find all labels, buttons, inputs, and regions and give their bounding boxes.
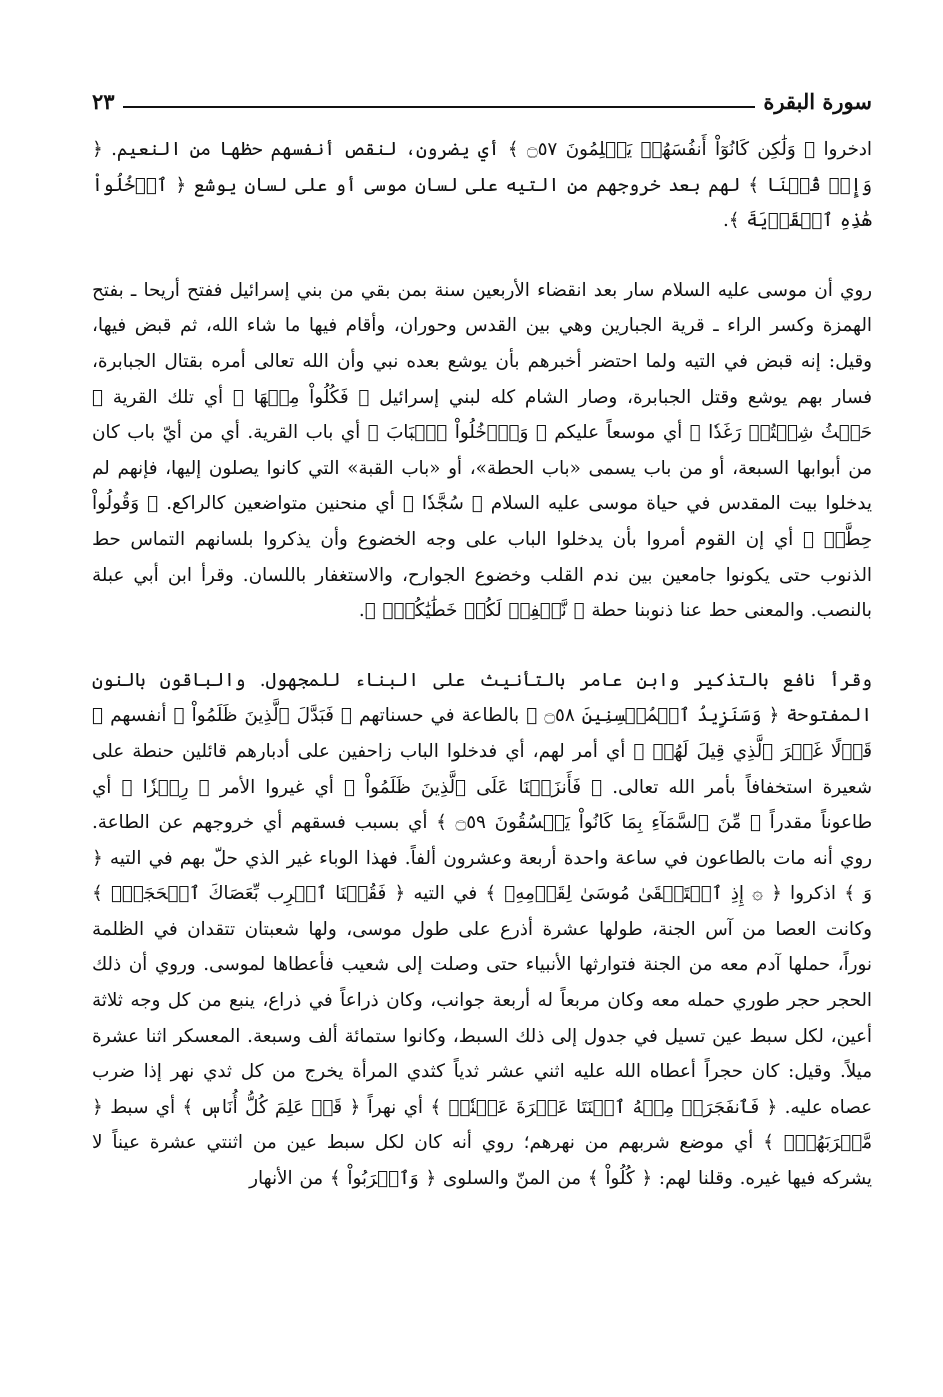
header-rule <box>123 106 756 108</box>
paragraph-2: روي أن موسى عليه السلام سار بعد انقضاء الأربعين سنة بمن بقي من بني إسرائيل ففتح أريحا ـ بفتح الهمزة وكسر الراء ـ قرية الجبارين وهي بين القدس وحوران، وأقام فيها ما شاء الله، ثم قبض فيها، وقيل: إنه قبض في التيه ولما احتضر أخبرهم بأن يوشع بعده نبي وأن الله تعالى أمره بقتال الجبابرة، فسار بهم يوشع وقتل الجبابرة، وصار الشام كله لبني إسرائيل ﴿ فَكُلُواْ مِنۡهَا ﴾ أي تلك القرية ﴿ حَيۡثُ شِئۡتُمۡ رَغَدٗا ﴾ أي موسعاً عليكم ﴿ وَٱدۡخُلُواْ ٱلۡبَابَ ﴾ أي باب القرية. أي من أيّ باب كان من أبوابها السبعة، أو من باب يسمى «باب الحطة»، أو «باب القبة» التي كانوا يصلون إليها، فإنهم لم يدخلوا بيت المقدس في حياة موسى عليه السلام ﴿ سُجَّدٗا ﴾ أي منحنين متواضعين كالراكع. ﴿ وَقُولُواْ حِطَّةٞ ﴾ أي إن القوم أمروا بأن يدخلوا الباب على وجه الخضوع وأن يذكروا بلسانهم التماس حط الذنوب حتى يكونوا جامعين بين ندم القلب وخضوع الجوارح، والاستغفار باللسان. وقرأ ابن أبي عبلة بالنصب. والمعنى حط عنا ذنوبنا حطة ﴿ نَّغۡفِرۡ لَكُمۡ خَطَٰيَٰكُمۡۚ ﴾. <box>92 279 872 622</box>
book-page <box>92 84 872 1197</box>
page-body <box>92 132 872 1197</box>
paragraph-3: وقرأ نافع بالتذكير وابن عامر بالتأنيث على البناء للمجهول. والباقون بالنون المفتوحة ﴿ وَسَنَزِيدُ ٱلۡمُحۡسِنِينَ ۝٥٨ ﴾ بالطاعة في حسناتهم ﴿ فَبَدَّلَ ٱلَّذِينَ ظَلَمُواْ ﴾ أنفسهم ﴿ قَوۡلًا غَيۡرَ ٱلَّذِي قِيلَ لَهُمۡ ﴾ أي أمر لهم، أي فدخلوا الباب زاحفين على أدبارهم قائلين حنطة على شعيرة استخفافاً بأمر الله تعالى. ﴿ فَأَنزَلۡنَا عَلَى ٱلَّذِينَ ظَلَمُواْ ﴾ أي غيروا الأمر ﴿ رِجۡزٗا ﴾ أي طاعوناً مقدراً ﴿ مِّنَ ٱلسَّمَآءِ بِمَا كَانُواْ يَفۡسُقُونَ ۝٥٩ ﴾ أي بسبب فسقهم أي خروجهم عن الطاعة. روي أنه مات بالطاعون في ساعة واحدة أربعة وعشرون ألفاً. فهذا الوباء غير الذي حلّ بهم في التيه ﴿ وَ ﴾ اذكروا ﴿ ۞ إِذِ ٱسۡتَسۡقَىٰ مُوسَىٰ لِقَوۡمِهِۦ ﴾ في التيه ﴿ فَقُلۡنَا ٱضۡرِب بِّعَصَاكَ ٱلۡحَجَرَۖ ﴾ وكانت العصا من آس الجنة، طولها عشرة أذرع على طول موسى، ولها شعبتان تتقدان في الظلمة نوراً، حملها آدم معه من الجنة فتوارثها الأنبياء حتى وصلت إلى شعيب فأعطاها لموسى. وروي أن ذلك الحجر حجر طوري حمله معه وكان مربعاً له أربعة جوانب، وكان ذراعاً في ذراع، ينبع من كل وجه ثلاثة أعين، لكل سبط عين تسيل في جدول إلى ذلك السبط، وكانوا ستمائة ألف وسبعة. المعسكر اثنا عشرة ميلاً. وقيل: كان حجراً أعطاه الله عليه اثني عشر ثدياً كثدي المرأة يخرج من كل ثدي نهر إذا ضرب عصاه عليه. ﴿ فَٱنفَجَرَتۡ مِنۡهُ ٱثۡنَتَا عَشۡرَةَ عَيۡنٗاۖ ﴾ أي نهراً ﴿ قَدۡ عَلِمَ كُلُّ أُنَاسٖ ﴾ أي سبط ﴿ مَّشۡرَبَهُمۡۖ ﴾ أي موضع شربهم من نهرهم؛ روي أنه كان لكل سبط عين من اثنتي عشرة عيناً لا يشركه فيها غيره. وقلنا لهم: ﴿ كُلُواْ ﴾ من المنّ والسلوى ﴿ وَٱشۡرَبُواْ ﴾ من الأنهار <box>92 669 872 1190</box>
running-header <box>92 84 872 118</box>
paragraph-1: ادخروا ﴿ وَلَٰكِن كَانُوٓاْ أَنفُسَهُمۡ يَظۡلِمُونَ ۝٥٧ ﴾ أي يضرون، لنقص أنفسهم حظها من النعيم. ﴿ وَإِذۡ قُلۡنَا ﴾ لهم بعد خروجهم من التيه على لسان موسى أو على لسان يوشع ﴿ ٱدۡخُلُواْ هَٰذِهِ ٱلۡقَرۡيَةَ ﴾. <box>92 139 872 232</box>
surah-title: سورة البقرة <box>763 88 872 114</box>
page-number: ٢٣ <box>92 88 115 114</box>
